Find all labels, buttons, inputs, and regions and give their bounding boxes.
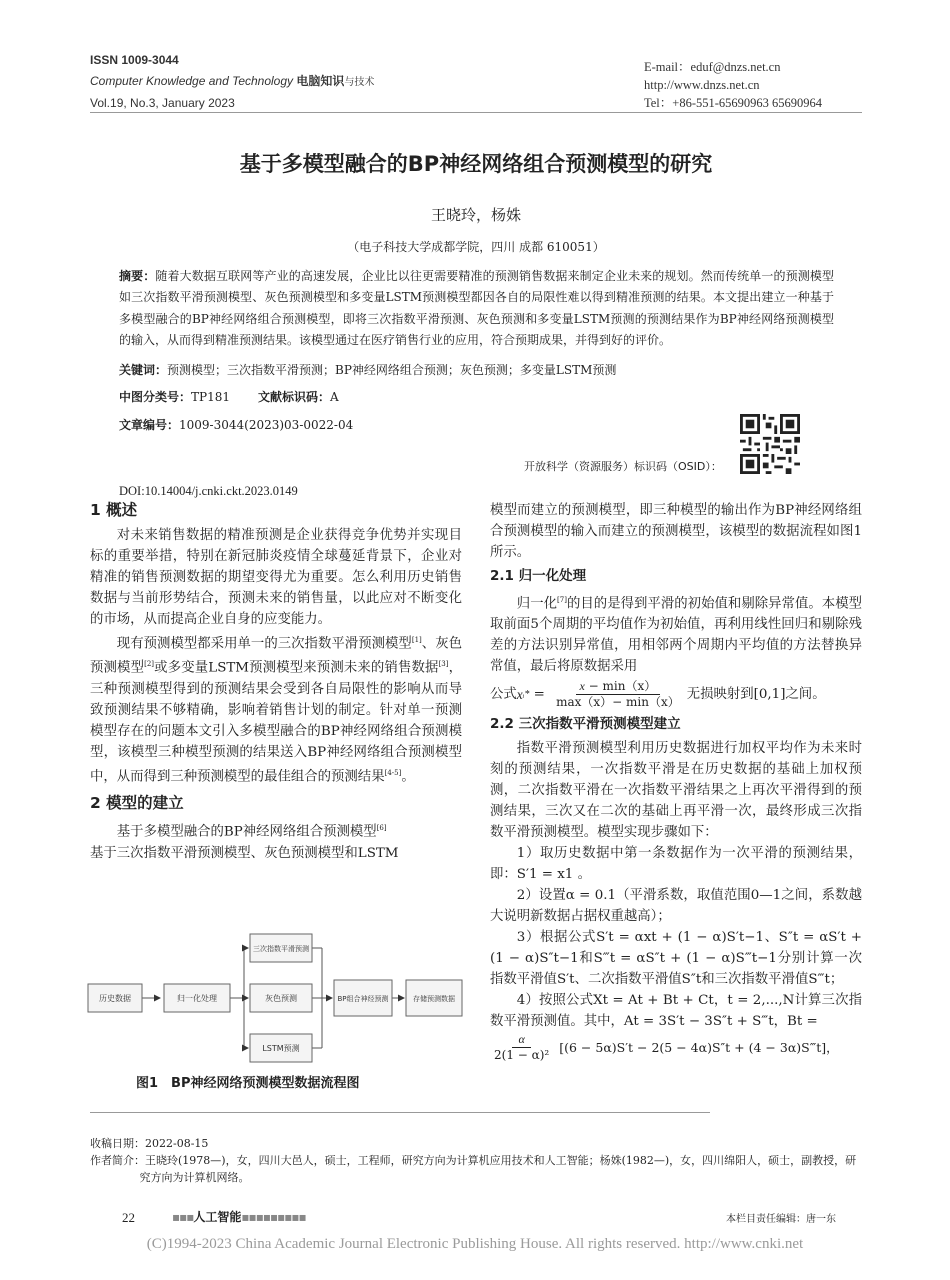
author-bio: 作者简介：王晓玲(1978—)，女，四川大邑人，硕士，工程师，研究方向为计算机应用技术和人工智能；杨姝(1982—)，女，四川绵阳人，硕士，副教授，研究方向为计算机网络。 bbox=[90, 1154, 857, 1184]
figure-caption: 图1 BP神经网络预测模型数据流程图 bbox=[136, 1076, 360, 1091]
authors: 王晓玲，杨姝 bbox=[430, 206, 521, 224]
received-date: 收稿日期：2022-08-15 bbox=[90, 1137, 209, 1150]
copyright-watermark: (C)1994-2023 China Academic Journal Electronic Publishing House. All rights reserved. http://www.cnki.net bbox=[146, 1236, 804, 1252]
telephone: Tel：+86-551-65690963 65690964 bbox=[644, 96, 823, 110]
affiliation: （电子科技大学成都学院，四川 成都 610051） bbox=[347, 240, 605, 254]
section-2-2-para: 指数平滑预测模型利用历史数据进行加权平均作为未来时刻的预测结果，一次指数平滑是在历史数据的基础上加权预测，二次指数平滑在一次指数平滑结果之上再次平滑得到的预测结果，三次又在二次的基础上再平滑一次，最终形成三次指数平滑预测模型。模型实现步骤如下： bbox=[490, 741, 862, 841]
header-rule bbox=[90, 112, 862, 113]
section-1-para-2: 现有预测模型都采用单一的三次指数平滑预测模型[1]、灰色预测模型[2]或多变量LSTM预测模型来预测未来的销售数据[3]，三种预测模型得到的预测结果会受到各自局限性的影响从而导致预测结果不够精确，影响着销售计划的制定。针对单一预测模型存在的问题本文引入多模型融合的BP神经网络组合预测模型，该模型三种模型预测的结果送入BP神经网络组合预测模型中，从而得到三种预测模型的最佳组合的预测结果[4-5]。 bbox=[90, 636, 463, 785]
section-2-2-title: 2.2 三次指数平滑预测模型建立 bbox=[490, 716, 681, 733]
flow-label-history: 历史数据 bbox=[99, 994, 131, 1003]
flow-label-lstm: LSTM预测 bbox=[262, 1044, 300, 1053]
journal-name: Computer Knowledge and Technology 电脑知识与技术 bbox=[90, 74, 375, 88]
abstract: 摘要：随着大数据互联网等产业的高速发展，企业比以往更需要精准的预测销售数据来制定企业未来的规划。然而传统单一的预测模型如三次指数平滑预测模型、灰色预测模型和多变量LSTM预测模型都因各自的局限性难以得到精准预测的结果。本文提出建立一种基于多模型融合的BP神经网络组合预测模型，即将三次指数平滑预测、灰色预测和多变量LSTM预测的预测结果作为BP神经网络预测模型的输入，从而得到精准预测结果。该模型通过在医疗销售行业的应用，符合预期成果，并得到好的评价。 bbox=[119, 269, 834, 347]
step-4-formula: α 2(1 − α)² [(6 − 5α)S′t − 2(5 − 4α)S″t + (4 − 3α)S‴t]， bbox=[494, 1032, 839, 1063]
article-number: 文章编号：1009-3044(2023)03-0022-04 bbox=[119, 417, 354, 432]
footnote-rule bbox=[90, 1112, 710, 1113]
doi: DOI:10.14004/j.cnki.ckt.2023.0149 bbox=[119, 484, 298, 498]
flow-label-grey: 灰色预测 bbox=[265, 994, 297, 1003]
classification: 中图分类号：TP181 文献标识码：A bbox=[119, 390, 339, 405]
abstract-block bbox=[119, 266, 834, 436]
qr-code-icon bbox=[740, 414, 800, 474]
flow-label-normalize: 归一化处理 bbox=[177, 994, 217, 1003]
section-1-para-1: 对未来销售数据的精准预测是企业获得竞争优势并实现目标的重要举措，特别在新冠肺炎疫情全球蔓延背景下，企业对精准的销售预测数据的期望变得尤为重要。怎么利用历史销售数据与当前形势结合，预测未来的销售量，以此应对不断变化的市场，从而提高企业自身的应变能力。 bbox=[90, 528, 462, 627]
footnotes bbox=[90, 1135, 865, 1186]
volume-info: Vol.19, No.3, January 2023 bbox=[90, 96, 235, 110]
page-number: 22 bbox=[122, 1210, 135, 1225]
section-2-1-para: 归一化[7]的目的是得到平滑的初始值和剔除异常值。本模型取前面5个周期的平均值作为初始值，再利用线性回归和剔除残差的方法识别异常值，用相邻两个周期内平均值的方法替换异常值，最后将原数据采用 bbox=[490, 596, 862, 675]
section-tag: ▪▪▪人工智能▪▪▪▪▪▪▪▪▪ bbox=[172, 1210, 306, 1224]
section-2-para-1-cont: 基于三次指数平滑预测模型、灰色预测模型和LSTM bbox=[90, 845, 399, 861]
journal-contact bbox=[644, 58, 822, 112]
website: http://www.dnzs.net.cn bbox=[644, 78, 760, 92]
left-column bbox=[90, 500, 462, 864]
step-1: 1）取历史数据中第一条数据作为一次平滑的预测结果，即：S′1 = x1 。 bbox=[490, 846, 862, 883]
step-2: 2）设置α = 0.1（平滑系数，取值范围0—1之间，系数越大说明新数据占据权重越高）； bbox=[490, 888, 862, 925]
section-2-title: 2 模型的建立 bbox=[90, 794, 184, 813]
issn: ISSN 1009-3044 bbox=[90, 53, 179, 67]
section-2-1-title: 2.1 归一化处理 bbox=[490, 568, 587, 584]
flow-label-store: 存储预测数据 bbox=[413, 995, 455, 1003]
email: E-mail：eduf@dnzs.net.cn bbox=[644, 60, 781, 74]
step-4: 4）按照公式Xt = At + Bt + Ct，t = 2,...,N计算三次指数平滑预测值。其中，At = 3S′t − 3S″t + S‴t，Bt = bbox=[490, 993, 862, 1030]
right-column bbox=[490, 500, 862, 1063]
flow-diagram bbox=[84, 930, 464, 1065]
step-3: 3）根据公式S′t = αxt + (1 − α)S′t−1、S″t = αS′t + (1 − α)S″t−1和S‴t = αS″t + (1 − α)S‴t−1分别计算一次指数平滑值S′t、二次指数平滑值S″t和三次指数平滑值S‴t； bbox=[490, 930, 862, 988]
right-para-1: 模型而建立的预测模型，即三种模型的输出作为BP神经网络组合预测模型的输入而建立的预测模型，该模型的数据流程如图1所示。 bbox=[490, 503, 862, 560]
section-2-para-1: 基于多模型融合的BP神经网络组合预测模型[6] bbox=[116, 824, 387, 840]
journal-header bbox=[90, 50, 374, 114]
osid-label: 开放科学（资源服务）标识码（OSID）： bbox=[524, 460, 722, 473]
normalize-formula: 公式 x ᵢ* = x − min（x） max（x）− min（x） 无损映射到[0,1]之间。 bbox=[490, 679, 826, 710]
keywords: 关键词：预测模型；三次指数平滑预测；BP神经网络组合预测；灰色预测；多变量LSTM预测 bbox=[119, 363, 617, 378]
flow-label-triple-exp: 三次指数平滑预测 bbox=[253, 945, 309, 953]
section-1-title: 1 概述 bbox=[90, 501, 138, 519]
flow-label-bp: BP组合神经预测 bbox=[337, 995, 389, 1003]
paper-title: 基于多模型融合的BP神经网络组合预测模型的研究 bbox=[239, 152, 713, 176]
column-editor: 本栏目责任编辑：唐一东 bbox=[726, 1214, 836, 1225]
